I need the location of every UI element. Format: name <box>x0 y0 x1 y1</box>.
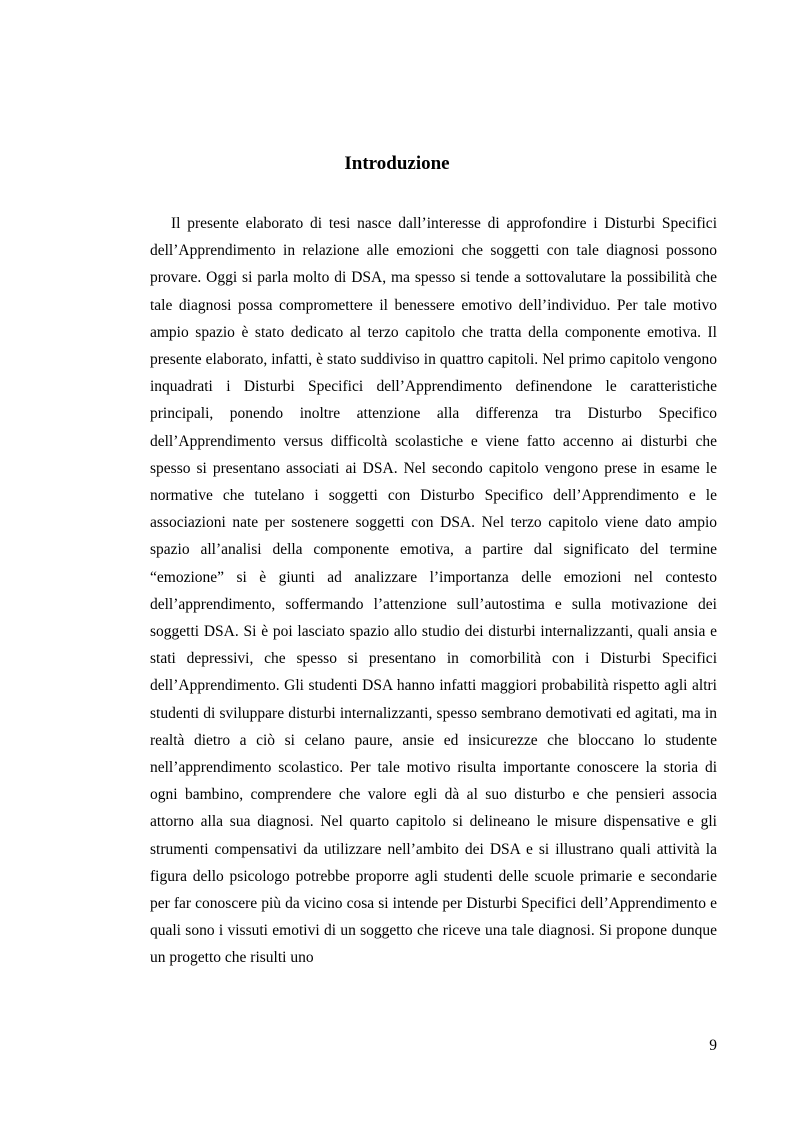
page-number: 9 <box>709 1037 717 1054</box>
body-paragraph: Il presente elaborato di tesi nasce dall’interesse di approfondire i Disturbi Specifici dell’Apprendimento in relazione alle emozioni che soggetti con tale diagnosi possono provare. Oggi si parla molto di DSA, ma spesso si tende a sottovalutare la possibilità che tale diagnosi possa compromettere il benessere emotivo dell’individuo. Per tale motivo ampio spazio è stato dedicato al terzo capitolo che tratta della componente emotiva. Il presente elaborato, infatti, è stato suddiviso in quattro capitoli. Nel primo capitolo vengono inquadrati i Disturbi Specifici dell’Apprendimento definendone le caratteristiche principali, ponendo inoltre attenzione alla differenza tra Disturbo Specifico dell’Apprendimento versus difficoltà scolastiche e viene fatto accenno ai disturbi che spesso si presentano associati ai DSA. Nel secondo capitolo vengono prese in esame le normative che tutelano i soggetti con Disturbo Specifico dell’Apprendimento e le associazioni nate per sostenere soggetti con DSA. Nel terzo capitolo viene dato ampio spazio all’analisi della componente emotiva, a partire dal significato del termine “emozione” si è giunti ad analizzare l’importanza delle emozioni nel contesto dell’apprendimento, soffermando l’attenzione sull’autostima e sulla motivazione dei soggetti DSA. Si è poi lasciato spazio allo studio dei disturbi internalizzanti, quali ansia e stati depressivi, che spesso si presentano in comorbilità con i Disturbi Specifici dell’Apprendimento. Gli studenti DSA hanno infatti maggiori probabilità rispetto agli altri studenti di sviluppare disturbi internalizzanti, spesso sembrano demotivati ed agitati, ma in realtà dietro a ciò si celano paure, ansie ed insicurezze che bloccano lo studente nell’apprendimento scolastico. Per tale motivo risulta importante conoscere la storia di ogni bambino, comprendere che valore egli dà al suo disturbo e che pensieri associa attorno alla sua diagnosi. Nel quarto capitolo si delineano le misure dispensative e gli strumenti compensativi da utilizzare nell’ambito dei DSA e si illustrano quali attività la figura dello psicologo potrebbe proporre agli studenti delle scuole primarie e secondarie per far conoscere più da vicino cosa si intende per Disturbi Specifici dell’Apprendimento e quali sono i vissuti emotivi di un soggetto che riceve una tale diagnosi. Si propone dunque un progetto che risulti uno <box>150 215 717 967</box>
page-title: Introduzione <box>344 153 450 174</box>
